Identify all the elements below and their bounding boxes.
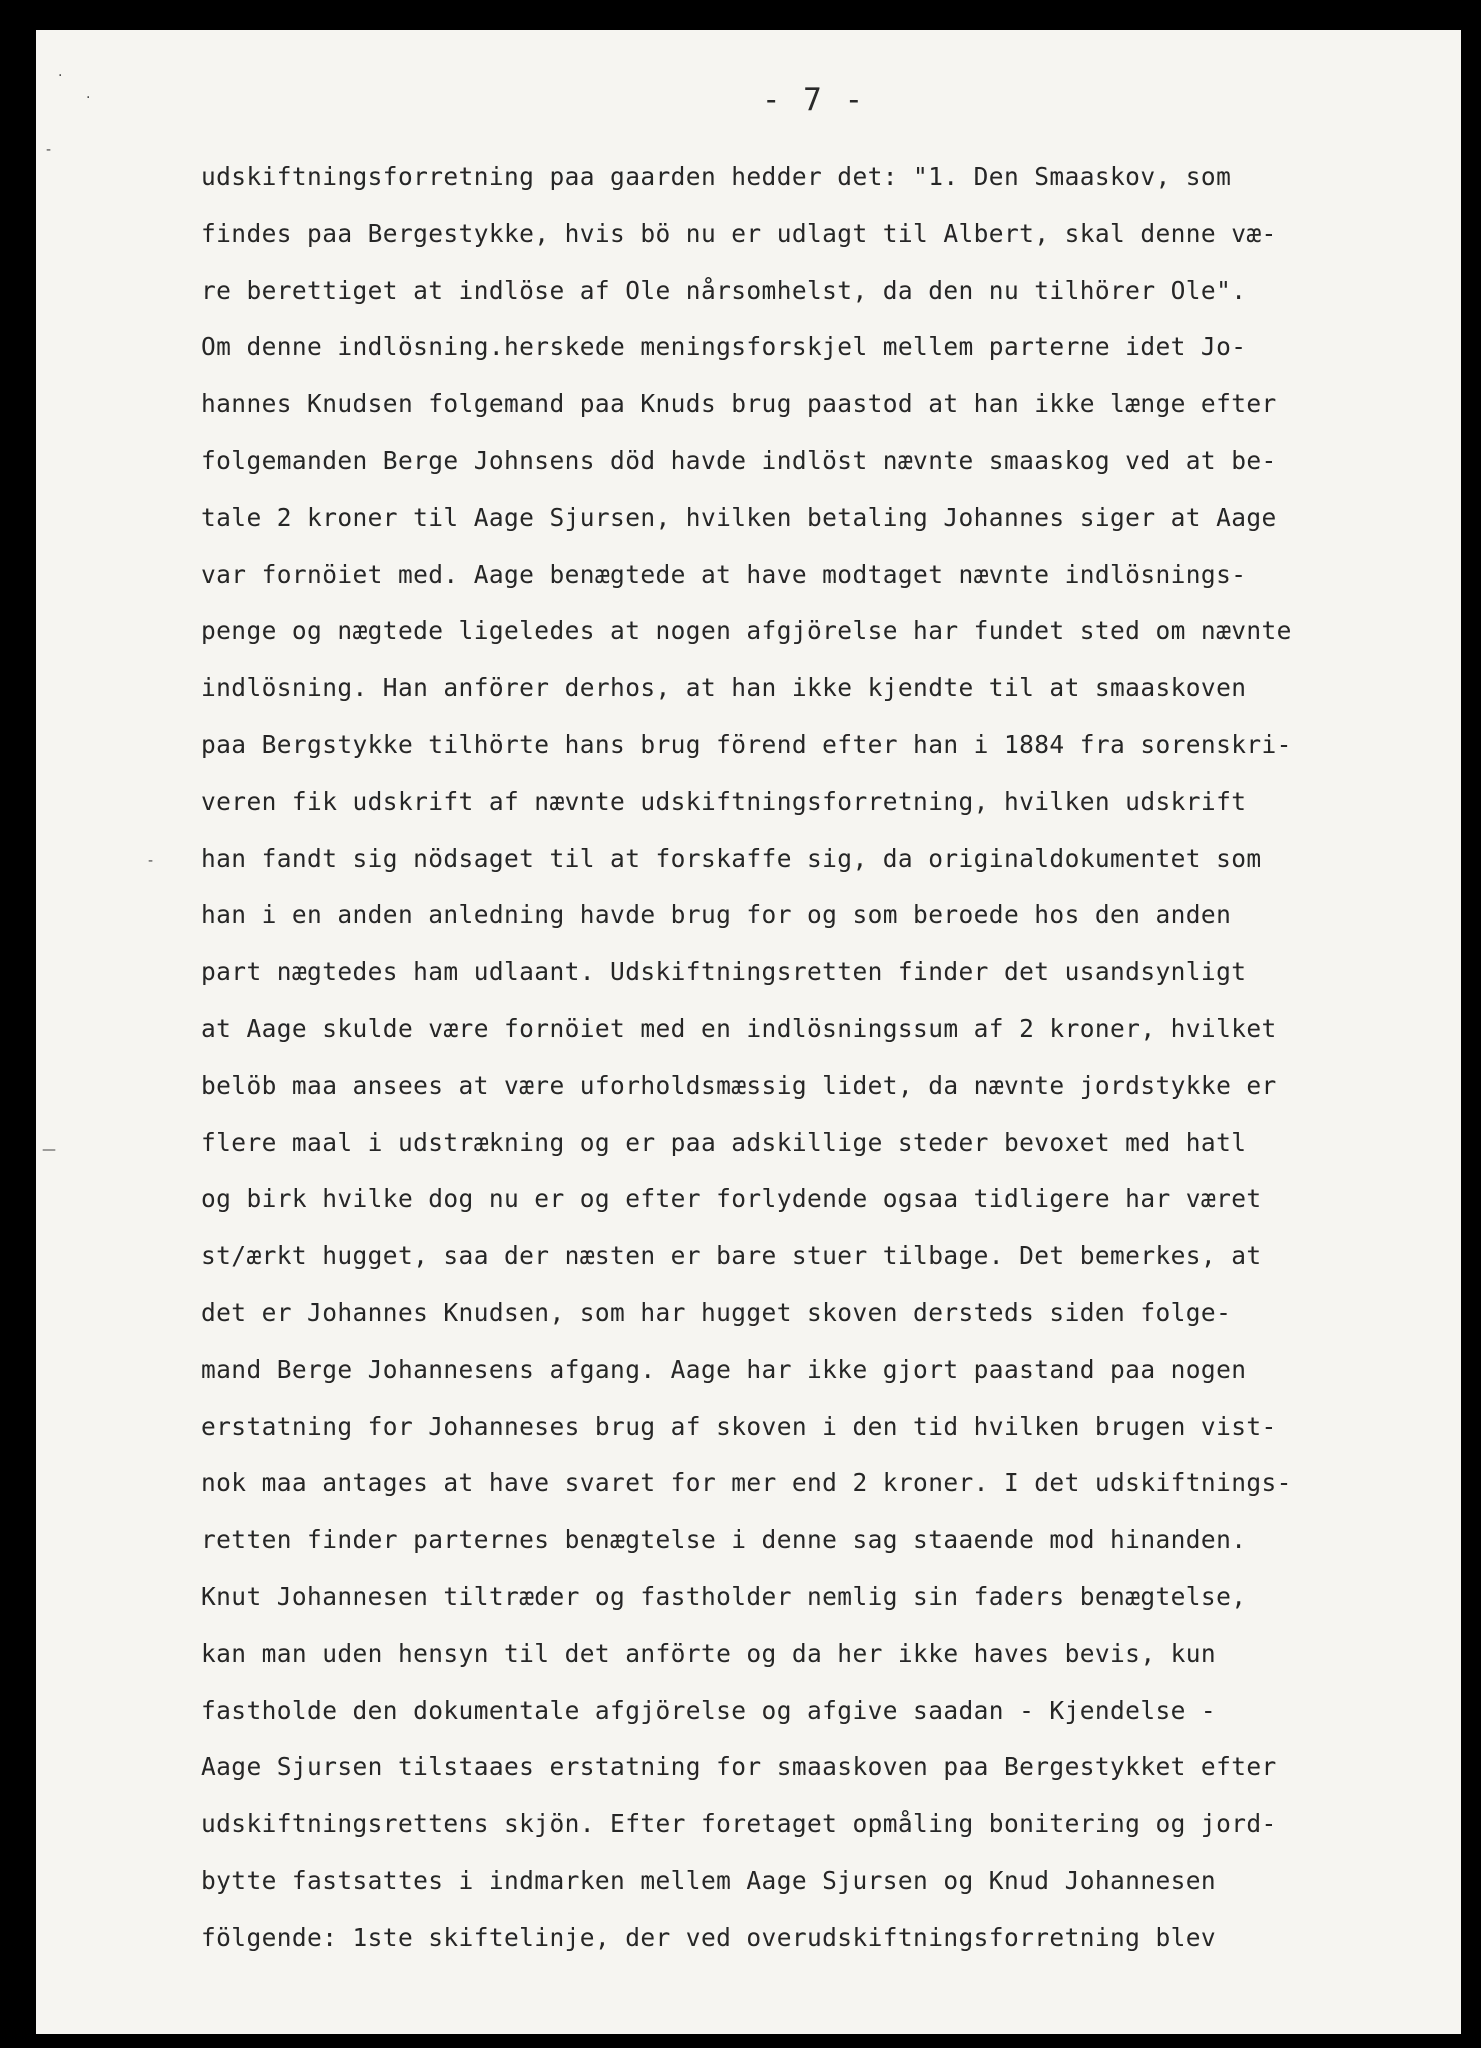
text-line: og birk hvilke dog nu er og efter forlydende ogsaa tidligere har været — [201, 1184, 1262, 1214]
text-line: penge og nægtede ligeledes at nogen afgjörelse har fundet sted om nævnte — [201, 616, 1292, 646]
text-line: kan man uden hensyn til det anförte og da her ikke haves bevis, kun — [201, 1638, 1217, 1668]
margin-speck: - — [46, 142, 52, 158]
text-line: tale 2 kroner til Aage Sjursen, hvilken betaling Johannes siger at Aage — [201, 502, 1277, 532]
text-line: fastholde den dokumentale afgjörelse og afgive saadan - Kjendelse - — [201, 1695, 1217, 1725]
document-page — [36, 30, 1461, 2034]
text-line: han fandt sig nödsaget til at forskaffe sig, da originaldokumentet som — [201, 843, 1262, 873]
body-text — [201, 149, 1461, 1967]
text-line: han i en anden anledning havde brug for og som beroede hos den anden — [201, 900, 1232, 930]
margin-speck: · — [86, 90, 91, 106]
text-line: bytte fastsattes i indmarken mellem Aage Sjursen og Knud Johannesen — [201, 1865, 1217, 1895]
text-line: udskiftningsrettens skjön. Efter foretaget opmåling bonitering og jord- — [201, 1809, 1277, 1839]
text-line: det er Johannes Knudsen, som har hugget skoven dersteds siden folge- — [201, 1297, 1232, 1327]
text-line: indlösning. Han anförer derhos, at han ikke kjendte til at smaaskoven — [201, 673, 1247, 703]
text-line: flere maal i udstrækning og er paa adskillige steder bevoxet med hatl — [201, 1127, 1247, 1157]
page-number: - 7 - — [761, 82, 866, 118]
text-line: retten finder parternes benægtelse i denne sag staaende mod hinanden. — [201, 1525, 1247, 1555]
text-line: fölgende: 1ste skiftelinje, der ved overudskiftningsforretning blev — [201, 1922, 1217, 1952]
text-line: nok maa antages at have svaret for mer end 2 kroner. I det udskiftnings- — [201, 1468, 1292, 1498]
text-line: findes paa Bergestykke, hvis bö nu er udlagt til Albert, skal denne væ- — [201, 218, 1277, 248]
margin-speck: — — [42, 1142, 56, 1158]
margin-speck: · — [58, 68, 63, 84]
text-line: hannes Knudsen folgemand paa Knuds brug paastod at han ikke længe efter — [201, 389, 1277, 419]
text-line: mand Berge Johannesens afgang. Aage har ikke gjort paastand paa nogen — [201, 1354, 1247, 1384]
text-line: veren fik udskrift af nævnte udskiftningsforretning, hvilken udskrift — [201, 786, 1247, 816]
text-line: st/ærkt hugget, saa der næsten er bare stuer tilbage. Det bemerkes, at — [201, 1241, 1262, 1271]
text-line: Knut Johannesen tiltræder og fastholder nemlig sin faders benægtelse, — [201, 1581, 1247, 1611]
text-line: at Aage skulde være fornöiet med en indlösningssum af 2 kroner, hvilket — [201, 1013, 1277, 1043]
text-line: Aage Sjursen tilstaaes erstatning for smaaskoven paa Bergestykket efter — [201, 1752, 1277, 1782]
text-line: Om denne indlösning.herskede meningsforskjel mellem parterne idet Jo- — [201, 332, 1247, 362]
text-line: erstatning for Johanneses brug af skoven i den tid hvilken brugen vist- — [201, 1411, 1277, 1441]
text-line: re berettiget at indlöse af Ole nårsomhelst, da den nu tilhörer Ole". — [201, 275, 1247, 305]
text-line: belöb maa ansees at være uforholdsmæssig lidet, da nævnte jordstykke er — [201, 1070, 1277, 1100]
text-line: paa Bergstykke tilhörte hans brug förend efter han i 1884 fra sorenskri- — [201, 729, 1292, 759]
text-line: var fornöiet med. Aage benægtede at have modtaget nævnte indlösnings- — [201, 559, 1247, 589]
text-line: udskiftningsforretning paa gaarden hedder det: "1. Den Smaaskov, som — [201, 162, 1232, 191]
text-line: part nægtedes ham udlaant. Udskiftningsretten finder det usandsynligt — [201, 957, 1247, 987]
text-line: folgemanden Berge Johnsens död havde indlöst nævnte smaaskog ved at be- — [201, 445, 1277, 475]
margin-speck: - — [148, 853, 154, 869]
